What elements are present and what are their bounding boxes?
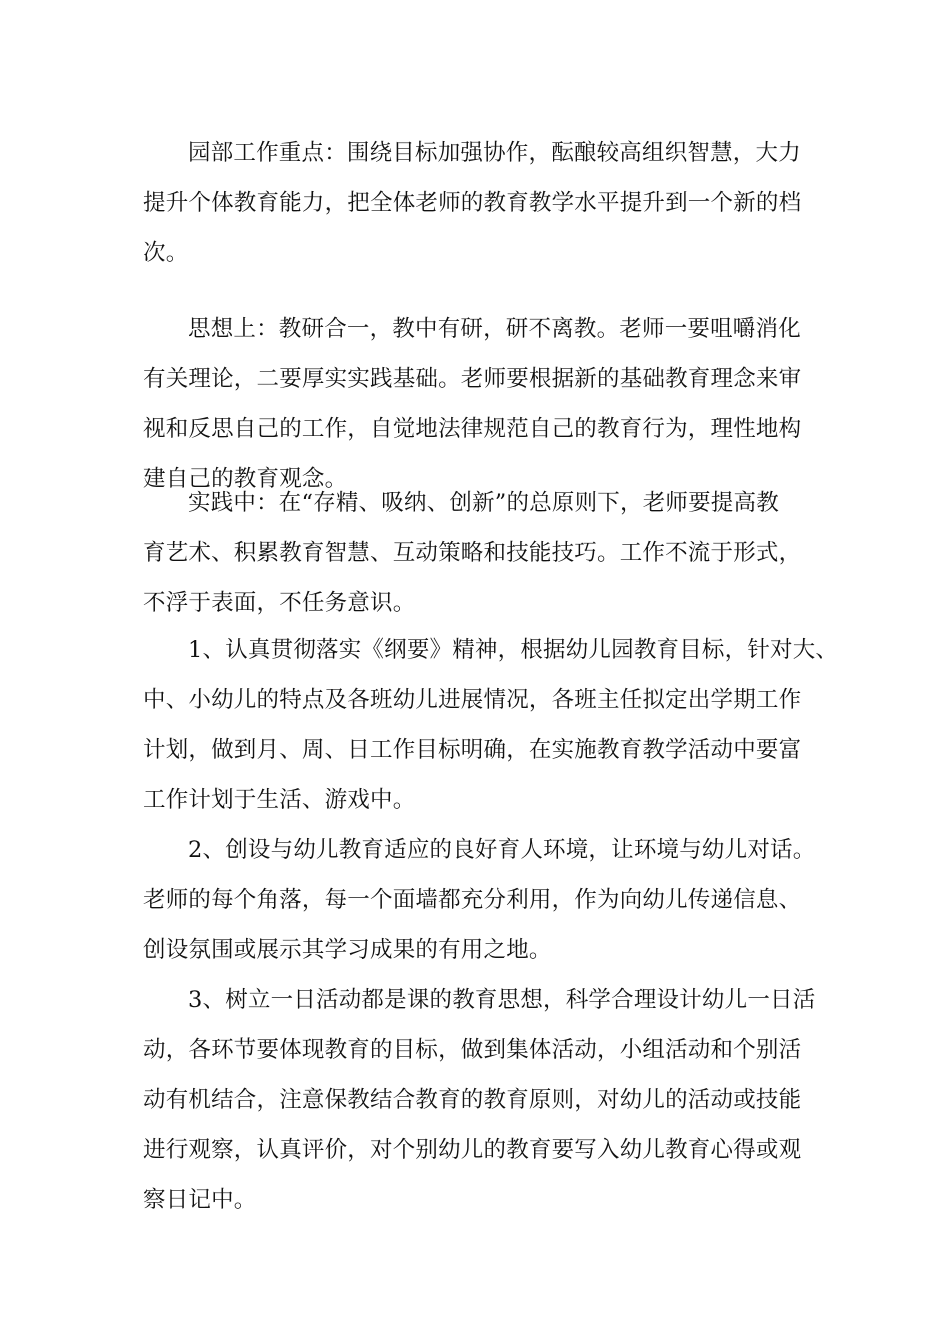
paragraph-line: 动，各环节要体现教育的目标，做到集体活动，小组活动和个别活 xyxy=(143,1037,802,1063)
paragraph-line: 动有机结合，注意保教结合教育的教育原则，对幼儿的活动或技能 xyxy=(143,1087,802,1113)
paragraph-line: 1、认真贯彻落实《纲要》精神，根据幼儿园教育目标，针对大、 xyxy=(188,637,839,663)
paragraph-line: 不浮于表面，不任务意识。 xyxy=(143,590,416,616)
paragraph-line: 2、创设与幼儿教育适应的良好育人环境，让环境与幼儿对话。 xyxy=(188,837,816,863)
paragraph-line: 计划，做到月、周、日工作目标明确，在实施教育教学活动中要富 xyxy=(143,737,802,763)
paragraph-practice xyxy=(143,478,823,628)
paragraph-line: 次。 xyxy=(143,240,189,266)
paragraph-line: 提升个体教育能力，把全体老师的教育教学水平提升到一个新的档 xyxy=(143,190,802,216)
paragraph-line: 建自己的教育观念。 xyxy=(143,466,348,492)
paragraph-item-2 xyxy=(143,825,823,975)
paragraph-line: 有关理论，二要厚实实践基础。老师要根据新的基础教育理念来审 xyxy=(143,366,802,392)
paragraph-line: 3、树立一日活动都是课的教育思想，科学合理设计幼儿一日活 xyxy=(188,987,816,1013)
paragraph-line: 实践中：在“存精、吸纳、创新”的总原则下，老师要提高教 xyxy=(188,490,779,516)
paragraph-thinking xyxy=(143,304,823,504)
paragraph-line: 思想上：教研合一，教中有研，研不离教。老师一要咀嚼消化 xyxy=(188,316,801,342)
paragraph-line: 园部工作重点：围绕目标加强协作，酝酿较高组织智慧，大力 xyxy=(188,140,801,166)
paragraph-focus xyxy=(143,128,823,278)
paragraph-item-1 xyxy=(143,625,839,825)
paragraph-line: 老师的每个角落，每一个面墙都充分利用，作为向幼儿传递信息、 xyxy=(143,887,802,913)
paragraph-line: 察日记中。 xyxy=(143,1187,257,1213)
paragraph-line: 创设氛围或展示其学习成果的有用之地。 xyxy=(143,937,552,963)
paragraph-line: 中、小幼儿的特点及各班幼儿进展情况，各班主任拟定出学期工作 xyxy=(143,687,802,713)
paragraph-item-3 xyxy=(143,975,823,1225)
paragraph-line: 育艺术、积累教育智慧、互动策略和技能技巧。工作不流于形式， xyxy=(143,540,802,566)
paragraph-line: 工作计划于生活、游戏中。 xyxy=(143,787,416,813)
paragraph-line: 视和反思自己的工作，自觉地法律规范自己的教育行为，理性地构 xyxy=(143,416,802,442)
paragraph-line: 进行观察，认真评价，对个别幼儿的教育要写入幼儿教育心得或观 xyxy=(143,1137,802,1163)
